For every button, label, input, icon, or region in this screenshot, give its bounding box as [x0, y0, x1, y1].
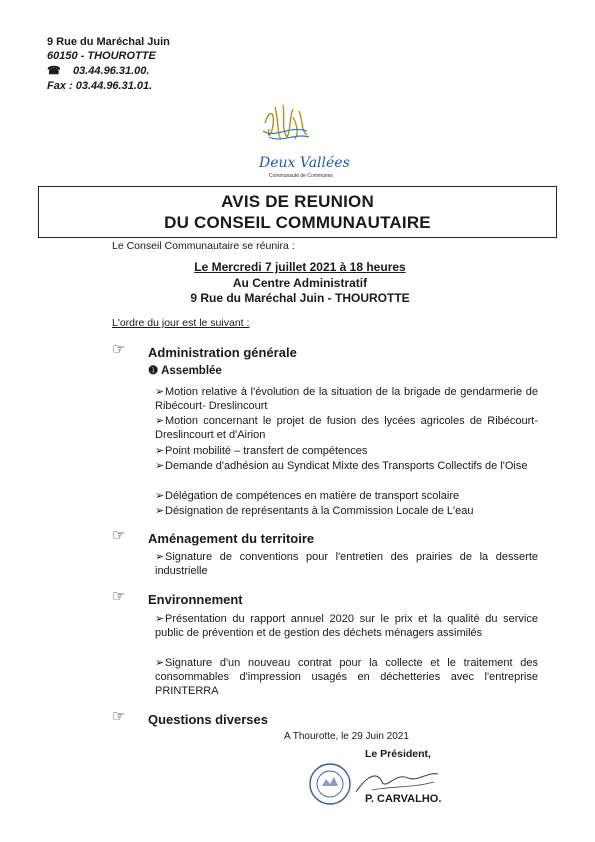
- section-title-administration: Administration générale: [148, 345, 297, 360]
- pointing-hand-icon: ☞: [112, 341, 126, 358]
- arrow-icon: ➢: [155, 505, 165, 517]
- agenda-item: ➢Demande d'adhésion au Syndicat Mixte des Transports Collectifs de l'Oise: [155, 460, 528, 472]
- fax-line: Fax : 03.44.96.31.01.: [47, 80, 153, 92]
- number-one-icon: ❶: [148, 365, 159, 377]
- arrow-icon: ➢: [155, 657, 165, 669]
- phone-number: 03.44.96.31.00.: [73, 65, 150, 77]
- phone-line: [47, 64, 149, 78]
- agenda-item: ➢Motion relative à l'évolution de la situation de la brigade de gendarmerie de Ribécourt- Dreslincourt: [155, 386, 538, 412]
- svg-text:Deux Vallées: Deux Vallées: [259, 155, 350, 171]
- meeting-place: Au Centre Administratif: [232, 276, 368, 290]
- arrow-icon: ➢: [155, 415, 165, 427]
- official-seal: [308, 762, 352, 806]
- arrow-icon: ➢: [155, 460, 165, 472]
- agenda-intro: L'ordre du jour est le suivant :: [112, 317, 250, 329]
- signature-name: P. CARVALHO.: [365, 793, 442, 805]
- pointing-hand-icon: ☞: [112, 527, 126, 544]
- meeting-address: 9 Rue du Maréchal Juin - THOUROTTE: [190, 291, 410, 305]
- section-title-amenagement: Aménagement du territoire: [148, 531, 315, 546]
- section-title-environnement: Environnement: [148, 592, 243, 607]
- address-street: 9 Rue du Maréchal Juin: [47, 36, 170, 48]
- agenda-item: ➢Désignation de représentants à la Commission Locale de L'eau: [155, 505, 474, 517]
- signature-role: Le Président,: [365, 748, 431, 760]
- arrow-icon: ➢: [155, 613, 165, 625]
- arrow-icon: ➢: [155, 445, 165, 457]
- address-city: 60150 - THOUROTTE: [47, 50, 156, 62]
- agenda-item: ➢Signature de conventions pour l'entretien des prairies de la desserte industrielle: [155, 551, 538, 577]
- meeting-date: Le Mercredi 7 juillet 2021 à 18 heures: [194, 260, 406, 274]
- pointing-hand-icon: ☞: [112, 708, 126, 725]
- agenda-item: ➢Point mobilité – transfert de compétences: [155, 445, 368, 457]
- subsection-assemblee: ❶ Assemblée: [148, 365, 222, 377]
- agenda-item: ➢Motion concernant le projet de fusion des lycées agricoles de Ribécourt-Dreslincourt et d'Airion: [155, 415, 538, 441]
- svg-text:Communauté de Communes: Communauté de Communes: [269, 173, 333, 179]
- agenda-item: ➢Présentation du rapport annuel 2020 sur le prix et la qualité du service public de prévention et de gestion des déchets ménagers assimilés: [155, 613, 538, 639]
- section-title-questions: Questions diverses: [148, 712, 268, 727]
- arrow-icon: ➢: [155, 386, 165, 398]
- agenda-item: ➢Délégation de compétences en matière de transport scolaire: [155, 490, 460, 502]
- title-line-2: DU CONSEIL COMMUNAUTAIRE: [164, 213, 431, 232]
- signature-place-date: A Thourotte, le 29 Juin 2021: [284, 731, 409, 742]
- intro-text: Le Conseil Communautaire se réunira :: [112, 240, 295, 252]
- arrow-icon: ➢: [155, 490, 165, 502]
- title-line-1: AVIS DE REUNION: [221, 192, 374, 211]
- agenda-item: ➢Signature d'un nouveau contrat pour la collecte et le traitement des consommables d'impression usagés en déchetteries avec l'entreprise PRINTERRA: [155, 657, 538, 697]
- arrow-icon: ➢: [155, 551, 165, 563]
- deux-vallees-logo: [255, 95, 355, 185]
- pointing-hand-icon: ☞: [112, 588, 126, 605]
- title-box: [38, 186, 557, 238]
- phone-icon: ☎: [47, 65, 61, 77]
